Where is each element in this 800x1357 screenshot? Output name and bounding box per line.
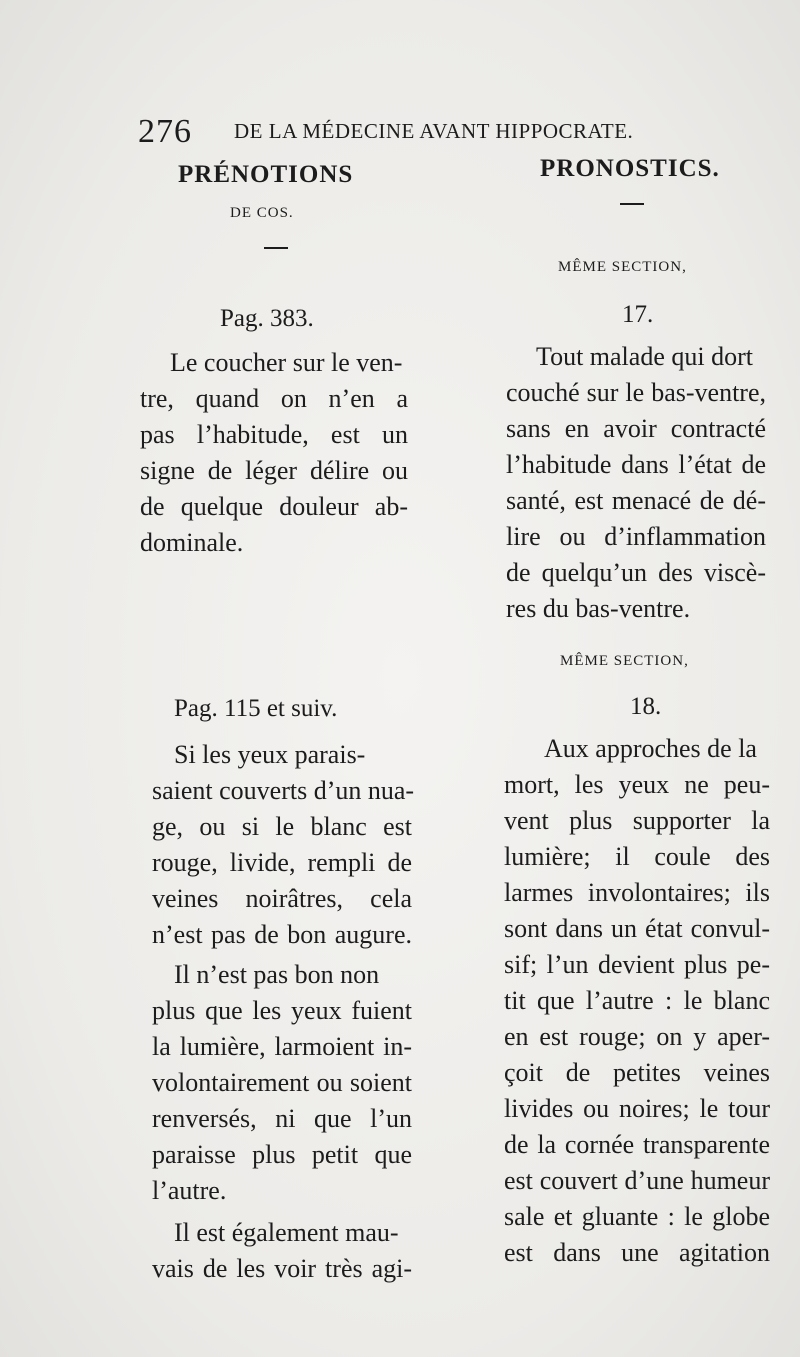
text-line: renversés, ni que l’un — [152, 1104, 412, 1133]
text-line: livides ou noires; le tour — [504, 1094, 770, 1123]
right-section-2-reference: 18. — [630, 693, 662, 720]
text-line: volontairement ou soient — [152, 1068, 412, 1097]
text-line: Aux approches de la — [544, 734, 757, 763]
text-line: lire ou d’inflammation — [506, 522, 766, 551]
text-line: de la cornée transparente — [504, 1130, 770, 1159]
running-head-title: DE LA MÉDECINE AVANT HIPPOCRATE. — [234, 119, 634, 143]
text-line: couché sur le bas-ventre, — [506, 378, 766, 407]
right-section-2-label: MÊME SECTION, — [560, 653, 689, 669]
text-line: l’autre. — [152, 1176, 227, 1205]
text-line: plus que les yeux fuient — [152, 996, 412, 1025]
right-section-1-paragraph-1 — [506, 339, 766, 627]
text-line: tre, quand on n’en a — [140, 384, 408, 413]
running-head — [138, 113, 698, 153]
right-section-2-paragraph-1 — [504, 731, 770, 1271]
text-line: çoit de petites veines — [504, 1058, 770, 1087]
left-column-dash — [264, 247, 288, 249]
text-line: sale et gluante : le globe — [504, 1202, 770, 1231]
text-line: vent plus supporter la — [504, 806, 770, 835]
text-line: la lumière, larmoient in- — [152, 1032, 412, 1061]
text-line: tit que l’autre : le blanc — [504, 986, 770, 1015]
text-line: pas l’habitude, est un — [140, 420, 408, 449]
text-line: Il n’est pas bon non — [174, 960, 380, 989]
text-line: n’est pas de bon augure. — [152, 920, 412, 949]
text-line: de quelque douleur ab- — [140, 492, 408, 521]
text-line: est couvert d’une humeur — [504, 1166, 770, 1195]
text-line: paraisse plus petit que — [152, 1140, 412, 1169]
text-line: en est rouge; on y aper- — [504, 1022, 770, 1051]
text-line: res du bas-ventre. — [506, 594, 691, 623]
text-line: sif; l’un devient plus pe- — [504, 950, 770, 979]
left-column-heading: PRÉNOTIONS — [178, 161, 354, 188]
text-line: santé, est menacé de dé- — [506, 486, 766, 515]
text-line: Il est également mau- — [174, 1218, 399, 1247]
right-column-dash — [620, 203, 644, 205]
text-line: de quelqu’un des viscè- — [506, 558, 766, 587]
text-line: Le coucher sur le ven- — [170, 348, 403, 377]
left-section-2-paragraph-2 — [152, 957, 412, 1209]
right-section-1-reference: 17. — [622, 301, 654, 328]
text-line: Tout malade qui dort — [536, 342, 753, 371]
text-line: est dans une agitation — [504, 1238, 770, 1267]
page-number: 276 — [138, 113, 192, 150]
text-line: veines noirâtres, cela — [152, 884, 412, 913]
text-line: vais de les voir très agi- — [152, 1254, 412, 1283]
text-line: dominale. — [140, 528, 244, 557]
right-section-1-label: MÊME SECTION, — [558, 259, 687, 275]
text-line: mort, les yeux ne peu- — [504, 770, 770, 799]
left-section-2-paragraph-1 — [152, 737, 415, 953]
text-line: lumière; il coule des — [504, 842, 770, 871]
text-line: signe de léger délire ou — [140, 456, 408, 485]
text-line: ge, ou si le blanc est — [152, 812, 412, 841]
text-line: saient couverts d’un nua- — [152, 776, 415, 805]
text-line: sont dans un état convul- — [504, 914, 770, 943]
text-line: l’habitude dans l’état de — [506, 450, 766, 479]
left-section-2-paragraph-3 — [152, 1215, 412, 1287]
text-line: Si les yeux parais- — [174, 740, 366, 769]
text-line: sans en avoir contracté — [506, 414, 766, 443]
left-section-1-reference: Pag. 383. — [220, 305, 314, 332]
left-section-1-paragraph-1 — [140, 345, 408, 561]
right-column-heading: PRONOSTICS. — [540, 155, 720, 182]
left-section-2-reference: Pag. 115 et suiv. — [174, 695, 338, 722]
text-line: larmes involontaires; ils — [504, 878, 770, 907]
left-column-subheading: DE COS. — [230, 205, 294, 221]
text-line: rouge, livide, rempli de — [152, 848, 412, 877]
